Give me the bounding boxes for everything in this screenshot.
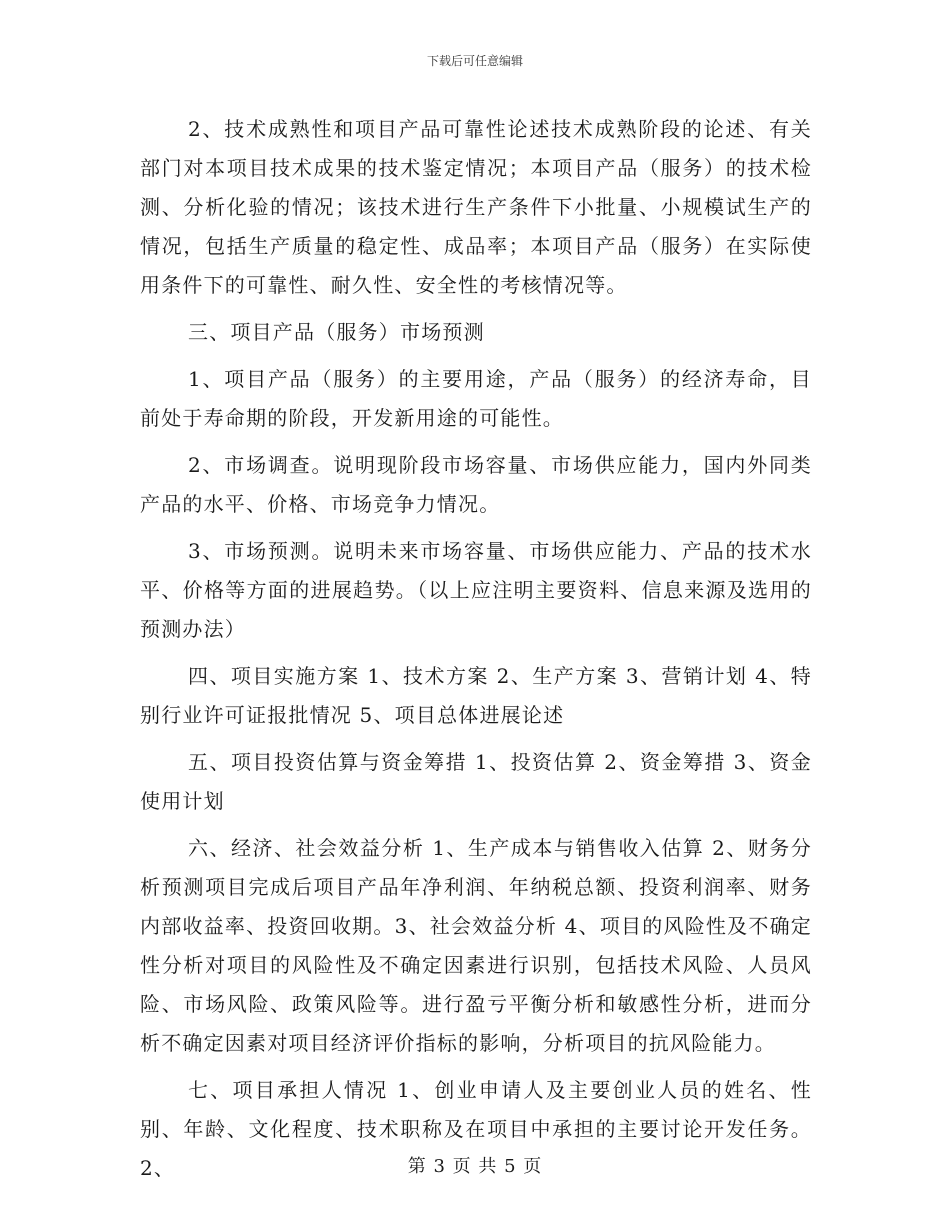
paragraph-product-usage: 1、项目产品（服务）的主要用途，产品（服务）的经济寿命，目前处于寿命期的阶段，开发新用途的可能性。 (140, 367, 812, 430)
paragraph-project-undertaker: 七、项目承担人情况 1、创业申请人及主要创业人员的姓名、性别、年龄、文化程度、技术职称及在项目中承担的主要讨论开发任务。2、 (140, 1078, 812, 1180)
document-body (140, 110, 812, 1196)
paragraph-market-forecast: 3、市场预测。说明未来市场容量、市场供应能力、产品的技术水平、价格等方面的进展趋势。（以上应注明主要资料、信息来源及选用的预测办法） (140, 539, 812, 641)
paragraph-benefit-analysis: 六、经济、社会效益分析 1、生产成本与销售收入估算 2、财务分析预测项目完成后项目产品年净利润、年纳税总额、投资利润率、财务内部收益率、投资回收期。3、社会效益分析 4、项目的风险性及不确定性分析对项目的风险性及不确定因素进行识别，包括技术风险、人员风险、市场风险、政策风险等。进行盈亏平衡分析和敏感性分析，进而分析不确定因素对项目经济评价指标的影响，分析项目的抗风险能力。 (140, 836, 812, 1055)
header-note: 下载后可任意编辑 (426, 54, 523, 68)
paragraph-technical-maturity: 2、技术成熟性和项目产品可靠性论述技术成熟阶段的论述、有关部门对本项目技术成果的技术鉴定情况；本项目产品（服务）的技术检测、分析化验的情况；该技术进行生产条件下小批量、小规模试生产的情况，包括生产质量的稳定性、成品率；本项目产品（服务）在实际使用条件下的可靠性、耐久性、安全性的考核情况等。 (140, 117, 812, 297)
paragraph-investment-estimate: 五、项目投资估算与资金筹措 1、投资估算 2、资金筹措 3、资金使用计划 (140, 750, 812, 813)
section-heading-market-forecast: 三、项目产品（服务）市场预测 (188, 320, 485, 344)
paragraph-implementation-plan: 四、项目实施方案 1、技术方案 2、生产方案 3、营销计划 4、特别行业许可证报批情况 5、项目总体进展论述 (140, 664, 812, 727)
paragraph-market-survey: 2、市场调查。说明现阶段市场容量、市场供应能力，国内外同类产品的水平、价格、市场竞争力情况。 (140, 453, 812, 516)
page-number: 第 3 页 共 5 页 (407, 1156, 543, 1177)
